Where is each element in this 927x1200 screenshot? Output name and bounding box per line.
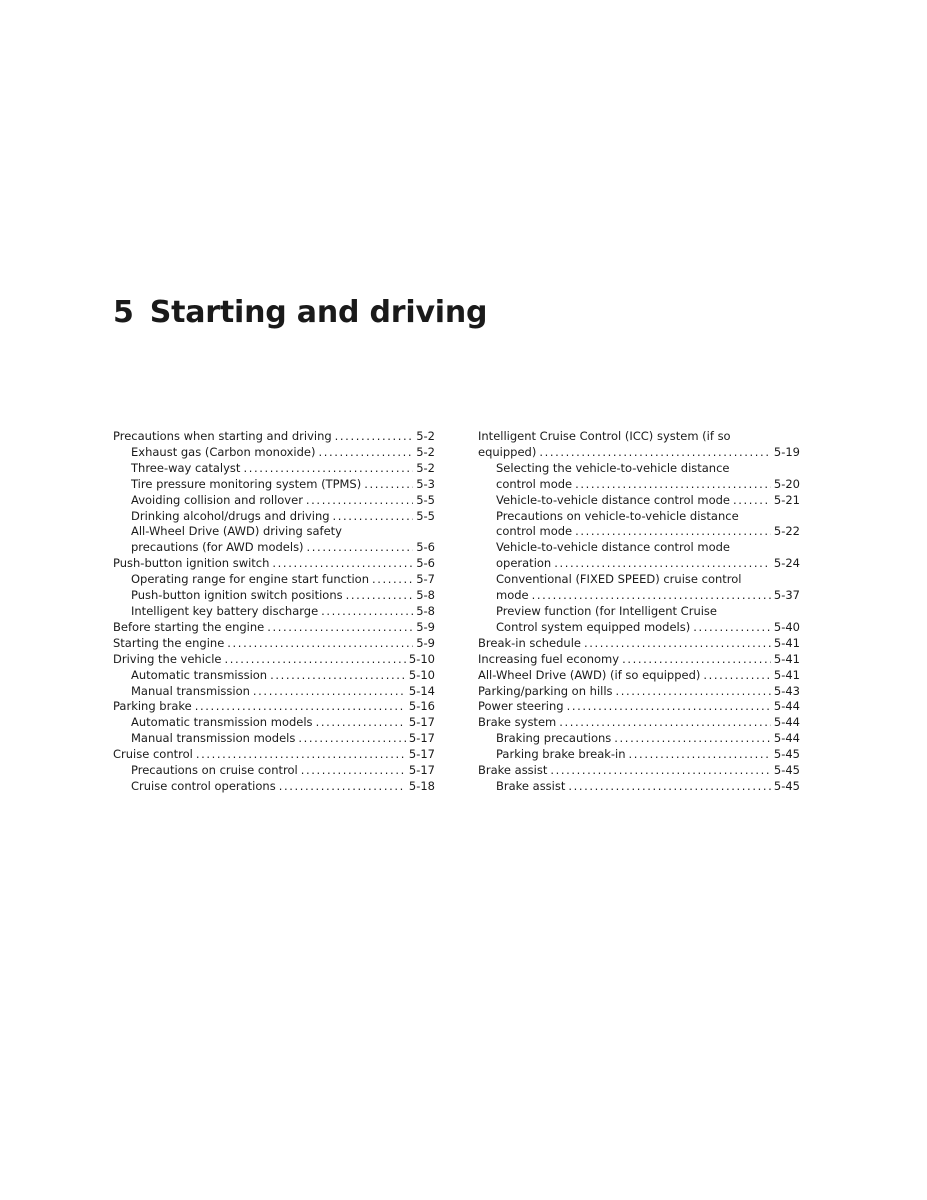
toc-page-number: 5-5: [416, 508, 435, 523]
toc-page-number: 5-10: [408, 651, 435, 666]
chapter-title: [113, 295, 487, 330]
chapter-number: 5: [113, 295, 134, 330]
toc-entry[interactable]: [478, 731, 800, 747]
toc-entry-text: Increasing fuel economy: [478, 651, 620, 666]
toc-page-number: 5-17: [408, 731, 435, 746]
toc-entry-row: [113, 747, 435, 763]
toc-entry-text: Parking brake break-in: [496, 747, 626, 762]
toc-entry[interactable]: [478, 493, 800, 509]
toc-entry-text: Brake assist: [496, 778, 566, 793]
dot-leader: [616, 684, 771, 700]
toc-entry[interactable]: [478, 429, 800, 461]
toc-entry-text: equipped): [478, 444, 537, 459]
toc-page-number: 5-43: [773, 683, 800, 698]
toc-page-number: 5-10: [408, 667, 435, 682]
toc-entry-text: Starting the engine: [113, 635, 225, 650]
toc-entry-row: [478, 636, 800, 652]
toc-entry[interactable]: [113, 763, 435, 779]
toc-entry-row: [113, 604, 435, 620]
toc-entry[interactable]: [113, 556, 435, 572]
toc-entry-text: Before starting the engine: [113, 619, 265, 634]
toc-page-number: 5-40: [773, 619, 800, 634]
toc-entry[interactable]: [113, 699, 435, 715]
dot-leader: [267, 620, 413, 636]
toc-entry-row: [478, 715, 800, 731]
toc-entry[interactable]: [113, 477, 435, 493]
dot-leader: [321, 604, 413, 620]
toc-entry-row: [113, 540, 435, 556]
toc-page-number: 5-2: [416, 444, 435, 459]
toc-entry[interactable]: [113, 572, 435, 588]
toc-entry[interactable]: [113, 429, 435, 445]
toc-entry-row: [113, 493, 435, 509]
toc-entry-text: control mode: [496, 524, 573, 539]
toc-entry-text: Three-way catalyst: [131, 460, 241, 475]
toc-entry-row: [113, 715, 435, 731]
dot-leader: [307, 540, 414, 556]
toc-entry-row: [478, 668, 800, 684]
toc-entry[interactable]: [113, 684, 435, 700]
toc-entry-text-line1: Vehicle-to-vehicle distance control mode: [496, 540, 731, 555]
dot-leader: [306, 493, 413, 509]
toc-entry-row: [478, 445, 800, 461]
toc-entry[interactable]: [478, 652, 800, 668]
toc-entry-text: Cruise control: [113, 747, 193, 762]
dot-leader: [568, 779, 771, 795]
toc-entry-row: [478, 684, 800, 700]
toc-page-number: 5-14: [408, 683, 435, 698]
toc-page-number: 5-3: [416, 476, 435, 491]
dot-leader: [225, 652, 406, 668]
toc-page-number: 5-41: [773, 635, 800, 650]
toc-page-number: 5-16: [408, 699, 435, 714]
toc-entry[interactable]: [113, 493, 435, 509]
dot-leader: [733, 493, 771, 509]
toc-entry-row: [478, 524, 800, 540]
toc-entry-row: [113, 620, 435, 636]
toc-entry-row: [478, 477, 800, 493]
chapter-title-text: Starting and driving: [149, 295, 488, 330]
toc-entry-text: Exhaust gas (Carbon monoxide): [131, 444, 316, 459]
toc-entry[interactable]: [113, 445, 435, 461]
dot-leader: [346, 588, 414, 604]
toc-page-number: 5-6: [416, 540, 435, 555]
dot-leader: [316, 715, 406, 731]
toc-entry-row: [113, 699, 435, 715]
dot-leader: [550, 763, 771, 779]
toc-entry-row: [478, 731, 800, 747]
toc-entry-row: [113, 445, 435, 461]
toc-right-column: [478, 429, 800, 795]
dot-leader: [243, 461, 413, 477]
toc-page-number: 5-45: [773, 747, 800, 762]
toc-entry-text-line1: Precautions on vehicle-to-vehicle distance: [496, 508, 739, 523]
toc-entry-text: Automatic transmission: [131, 667, 268, 682]
toc-page-number: 5-9: [416, 635, 435, 650]
toc-entry-text: Intelligent key battery discharge: [131, 603, 319, 618]
toc-page-number: 5-6: [416, 556, 435, 571]
toc-entry-row: [113, 636, 435, 652]
toc-entry[interactable]: [113, 652, 435, 668]
toc-entry[interactable]: [113, 668, 435, 684]
toc-page-number: 5-17: [408, 715, 435, 730]
toc-entry-row: [478, 779, 800, 795]
toc-entry[interactable]: [478, 763, 800, 779]
toc-entry[interactable]: [113, 461, 435, 477]
toc-entry-row: [113, 684, 435, 700]
toc-entry[interactable]: [478, 668, 800, 684]
toc-entry-row: [478, 699, 800, 715]
toc-entry-row: [113, 731, 435, 747]
toc-page-number: 5-19: [773, 444, 800, 459]
toc-entry[interactable]: [478, 684, 800, 700]
toc-entry-text: Manual transmission models: [131, 731, 296, 746]
toc-entry-row: [478, 620, 800, 636]
toc-entry-row: [113, 668, 435, 684]
toc-page-number: 5-41: [773, 651, 800, 666]
toc-entry-text: Break-in schedule: [478, 635, 581, 650]
toc-entry-text: mode: [496, 588, 529, 603]
toc-entry[interactable]: [478, 699, 800, 715]
toc-entry-row: [113, 477, 435, 493]
toc-entry-text: Drinking alcohol/drugs and driving: [131, 508, 330, 523]
toc-entry-row: [478, 556, 800, 572]
toc-entry-text: Cruise control operations: [131, 778, 276, 793]
toc-entry-text: Parking/parking on hills: [478, 683, 613, 698]
toc-page-number: 5-44: [773, 715, 800, 730]
toc-entry-text: Push-button ignition switch positions: [131, 588, 343, 603]
toc-page-number: 5-37: [773, 588, 800, 603]
toc-entry-text: Operating range for engine start function: [131, 572, 370, 587]
toc-page-number: 5-20: [773, 476, 800, 491]
toc-entry-row: [113, 429, 435, 445]
toc-page-number: 5-8: [416, 588, 435, 603]
toc-entry-row: [478, 652, 800, 668]
dot-leader: [364, 477, 413, 493]
toc-entry[interactable]: [113, 604, 435, 620]
dot-leader: [279, 779, 406, 795]
toc-entry[interactable]: [478, 509, 800, 541]
dot-leader: [227, 636, 413, 652]
dot-leader: [270, 668, 406, 684]
toc-entry[interactable]: [113, 715, 435, 731]
dot-leader: [253, 684, 406, 700]
toc-entry-text: Automatic transmission models: [131, 715, 313, 730]
toc-page-number: 5-22: [773, 524, 800, 539]
toc-entry-text: control mode: [496, 476, 573, 491]
toc-entry-text: operation: [496, 556, 552, 571]
toc-page-number: 5-17: [408, 763, 435, 778]
toc-page-number: 5-44: [773, 699, 800, 714]
dot-leader: [532, 588, 771, 604]
toc-page-number: 5-44: [773, 731, 800, 746]
toc-entry-text-line1: Conventional (FIXED SPEED) cruise control: [496, 572, 742, 587]
toc-entry[interactable]: [113, 588, 435, 604]
toc-entry-row: [113, 652, 435, 668]
toc-page-number: 5-8: [416, 603, 435, 618]
dot-leader: [195, 699, 406, 715]
dot-leader: [554, 556, 771, 572]
toc-entry-row: [478, 747, 800, 763]
dot-leader: [584, 636, 771, 652]
toc-entry-row: [113, 779, 435, 795]
toc-entry-text: Power steering: [478, 699, 564, 714]
toc-entry-text-line1: Selecting the vehicle-to-vehicle distance: [496, 460, 730, 475]
toc-page-number: 5-2: [416, 460, 435, 475]
toc-entry[interactable]: [478, 715, 800, 731]
toc-entry-text: precautions (for AWD models): [131, 540, 304, 555]
dot-leader: [622, 652, 771, 668]
toc-page-number: 5-2: [416, 429, 435, 443]
toc-entry[interactable]: [478, 540, 800, 572]
dot-leader: [272, 556, 413, 572]
dot-leader: [335, 429, 414, 445]
toc-entry-text: Driving the vehicle: [113, 651, 222, 666]
toc-entry-row: [113, 572, 435, 588]
toc-page-number: 5-24: [773, 556, 800, 571]
dot-leader: [693, 620, 771, 636]
dot-leader: [319, 445, 414, 461]
toc-entry-text: Precautions on cruise control: [131, 763, 298, 778]
toc-entry-text: Avoiding collision and rollover: [131, 492, 303, 507]
toc-entry-row: [113, 556, 435, 572]
toc-entry-text: All-Wheel Drive (AWD) (if so equipped): [478, 667, 701, 682]
toc-entry[interactable]: [113, 731, 435, 747]
dot-leader: [333, 509, 414, 525]
toc-entry-text: Manual transmission: [131, 683, 250, 698]
toc-entry-text: Precautions when starting and driving: [113, 429, 332, 443]
dot-leader: [539, 445, 771, 461]
toc-entry-text-line1: Preview function (for Intelligent Cruise: [496, 603, 717, 618]
toc-entry[interactable]: [478, 604, 800, 636]
toc-entry-row: [113, 509, 435, 525]
toc-entry-text: Vehicle-to-vehicle distance control mode: [496, 492, 731, 507]
toc-entry-text-line1: All-Wheel Drive (AWD) driving safety: [131, 524, 342, 539]
toc-entry-text-line1: Intelligent Cruise Control (ICC) system (if so: [478, 429, 731, 443]
toc-entry-text: Brake assist: [478, 763, 548, 778]
toc-entry-row: [478, 588, 800, 604]
dot-leader: [567, 699, 771, 715]
toc-entry-row: [113, 763, 435, 779]
dot-leader: [301, 763, 406, 779]
toc-page-number: 5-21: [773, 492, 800, 507]
toc-entry-text: Brake system: [478, 715, 557, 730]
dot-leader: [703, 668, 770, 684]
dot-leader: [575, 477, 771, 493]
toc-entry-text: Push-button ignition switch: [113, 556, 270, 571]
dot-leader: [372, 572, 413, 588]
toc-entry-text: Braking precautions: [496, 731, 612, 746]
toc-entry[interactable]: [478, 461, 800, 493]
dot-leader: [196, 747, 406, 763]
toc-entry[interactable]: [113, 509, 435, 525]
toc-entry-row: [478, 763, 800, 779]
toc-entry-text: Parking brake: [113, 699, 192, 714]
toc-entry[interactable]: [113, 524, 435, 556]
toc-left-column: [113, 429, 435, 795]
toc-page-number: 5-41: [773, 667, 800, 682]
dot-leader: [629, 747, 771, 763]
toc-page-number: 5-7: [416, 572, 435, 587]
toc-page-number: 5-9: [416, 619, 435, 634]
toc-page-number: 5-45: [773, 763, 800, 778]
dot-leader: [614, 731, 771, 747]
toc-entry-row: [113, 461, 435, 477]
toc-page-number: 5-45: [773, 778, 800, 793]
toc-entry[interactable]: [478, 572, 800, 604]
toc-entry[interactable]: [113, 747, 435, 763]
toc-entry-text: Tire pressure monitoring system (TPMS): [131, 476, 362, 491]
toc-entry[interactable]: [113, 620, 435, 636]
toc-entry-text: Control system equipped models): [496, 619, 691, 634]
toc-page-number: 5-17: [408, 747, 435, 762]
toc-page-number: 5-5: [416, 492, 435, 507]
toc-entry[interactable]: [113, 779, 435, 795]
toc-entry-row: [478, 493, 800, 509]
dot-leader: [298, 731, 406, 747]
toc-page-number: 5-18: [408, 778, 435, 793]
toc-entry[interactable]: [113, 636, 435, 652]
toc-entry[interactable]: [478, 636, 800, 652]
toc-entry-row: [113, 588, 435, 604]
dot-leader: [575, 524, 771, 540]
toc-entry[interactable]: [478, 779, 800, 795]
dot-leader: [559, 715, 771, 731]
toc-entry[interactable]: [478, 747, 800, 763]
